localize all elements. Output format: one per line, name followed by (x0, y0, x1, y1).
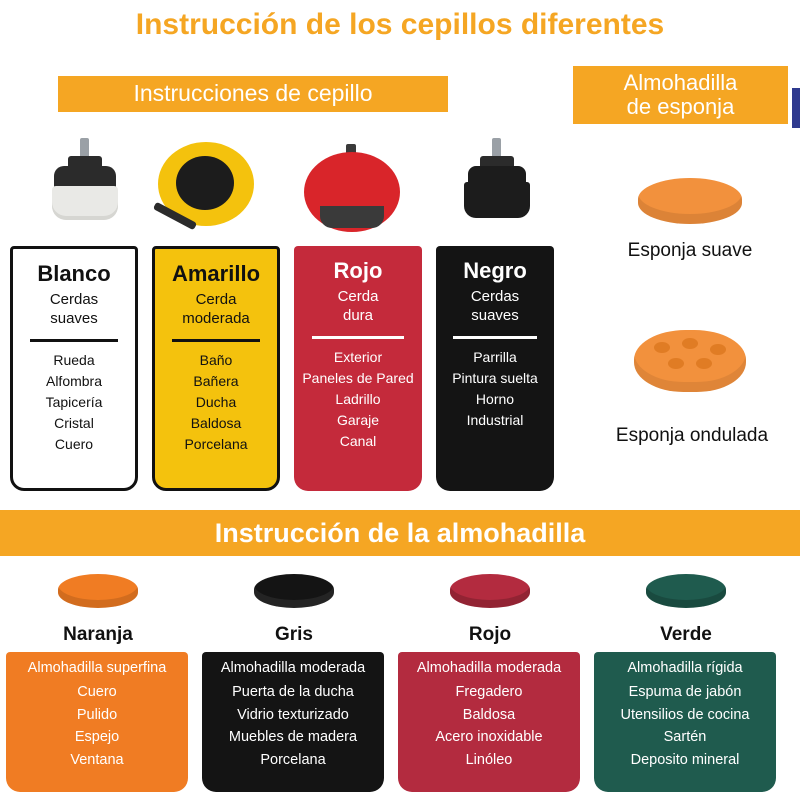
list-item: Vidrio texturizado (237, 706, 349, 723)
list-item: Porcelana (184, 435, 248, 452)
brush-cap-icon (320, 206, 384, 228)
list-item: Baldosa (462, 706, 516, 723)
brush-card-uses (155, 350, 277, 455)
list-item: Parrilla (473, 348, 517, 365)
brush-card-hardness (294, 288, 422, 326)
list-item: Cuero (54, 435, 94, 452)
list-item: Horno (475, 390, 515, 407)
list-item: Deposito mineral (630, 751, 740, 768)
brush-bristles-icon (464, 182, 530, 218)
brush-card-title: Rojo (333, 258, 383, 283)
pad-image-rojo (450, 574, 530, 608)
sponge-dimple (696, 358, 712, 369)
list-item: Rueda (53, 351, 95, 368)
list-item: Ladrillo (335, 390, 381, 407)
list-item: Sartén (663, 729, 707, 746)
list-item: Espuma de jabón (628, 684, 742, 701)
list-item: Fregadero (455, 684, 523, 701)
list-item: Linóleo (465, 751, 513, 768)
brush-card-hardness (155, 291, 277, 329)
wavy-sponge-image (634, 330, 746, 392)
sponge-banner-line2: de esponja (626, 94, 735, 119)
brush-card-rojo (294, 246, 422, 491)
list-item: Pulido (76, 706, 118, 723)
hardness-line-2: dura (342, 306, 374, 324)
pad-grade: Almohadilla moderada (416, 660, 562, 676)
section-banner-sponge (573, 66, 788, 124)
list-item: Ventana (70, 751, 124, 768)
hardness-line-2: suaves (50, 309, 98, 327)
pad-uses (398, 681, 580, 771)
white-brush-image (40, 138, 130, 238)
divider (453, 336, 538, 339)
list-item: Espejo (74, 729, 120, 746)
divider (172, 339, 260, 342)
pad-card-verde (594, 652, 776, 792)
pad-uses (202, 681, 384, 771)
section-banner-brush: Instrucciones de cepillo (58, 76, 448, 112)
hardness-line-2: suaves (471, 306, 519, 324)
brush-card-title: Amarillo (171, 261, 261, 286)
list-item: Cuero (77, 684, 117, 701)
list-item: Industrial (466, 411, 524, 428)
brush-card-hardness (13, 291, 135, 329)
pad-name-gris: Gris (274, 624, 314, 645)
brush-card-amarillo (152, 246, 280, 491)
list-item: Garaje (336, 411, 380, 428)
list-item: Pintura suelta (452, 369, 538, 386)
hardness-line-2: moderada (182, 309, 250, 327)
wavy-sponge-label: Esponja ondulada (615, 425, 769, 446)
brush-hub-icon (176, 156, 234, 210)
brush-illustrations (0, 130, 560, 240)
brush-card-title: Negro (463, 258, 527, 283)
pad-image-gris (254, 574, 334, 608)
list-item: Porcelana (260, 751, 326, 768)
sponge-dimple (682, 338, 698, 349)
divider (30, 339, 118, 342)
list-item: Utensilios de cocina (620, 706, 750, 723)
brush-card-hardness (436, 288, 554, 326)
list-item: Cristal (54, 414, 94, 431)
list-item: Puerta de la ducha (232, 684, 354, 701)
list-item: Tapicería (45, 393, 103, 410)
sponge-dimple (710, 344, 726, 355)
black-brush-image (448, 138, 548, 238)
brush-card-uses (436, 347, 554, 431)
pad-grade: Almohadilla superfina (27, 660, 167, 676)
brush-bristles-icon (52, 186, 118, 220)
pad-grade: Almohadilla moderada (220, 660, 366, 676)
sponge-banner-line1: Almohadilla (623, 69, 738, 95)
pad-grade: Almohadilla rígida (627, 660, 743, 676)
brush-card-title: Blanco (37, 261, 111, 286)
list-item: Muebles de madera (228, 729, 358, 746)
list-item: Bañera (193, 372, 239, 389)
pad-uses (594, 681, 776, 771)
brush-card-blanco (10, 246, 138, 491)
pad-image-verde (646, 574, 726, 608)
page-title: Instrucción de los cepillos diferentes (135, 8, 665, 41)
soft-sponge-label: Esponja suave (627, 240, 753, 261)
hardness-line-1: Cerda (195, 291, 237, 308)
pad-name-verde: Verde (660, 624, 712, 645)
pad-name-rojo: Rojo (468, 624, 512, 645)
pad-card-gris (202, 652, 384, 792)
list-item: Canal (339, 432, 377, 449)
pad-name-naranja: Naranja (63, 624, 133, 645)
list-item: Baldosa (190, 414, 242, 431)
red-brush-image (300, 144, 410, 240)
list-item: Exterior (333, 348, 383, 365)
brush-card-uses (294, 347, 422, 452)
divider (312, 336, 404, 339)
yellow-brush-image (148, 130, 268, 250)
list-item: Baño (199, 351, 233, 368)
list-item: Paneles de Pared (302, 369, 414, 386)
sponge-dimple (654, 342, 670, 353)
blue-accent-tab (792, 88, 800, 128)
hardness-line-1: Cerdas (470, 288, 520, 305)
pad-uses (6, 681, 188, 771)
hardness-line-1: Cerdas (49, 291, 99, 308)
list-item: Alfombra (45, 372, 103, 389)
list-item: Acero inoxidable (435, 729, 543, 746)
hardness-line-1: Cerda (337, 288, 379, 305)
list-item: Ducha (195, 393, 237, 410)
section-banner-pad: Instrucción de la almohadilla (0, 510, 800, 556)
pad-image-naranja (58, 574, 138, 608)
soft-sponge-image (638, 178, 742, 224)
brush-card-uses (13, 350, 135, 455)
sponge-dimple (668, 358, 684, 369)
pad-card-naranja (6, 652, 188, 792)
pad-card-rojo (398, 652, 580, 792)
brush-card-negro (436, 246, 554, 491)
